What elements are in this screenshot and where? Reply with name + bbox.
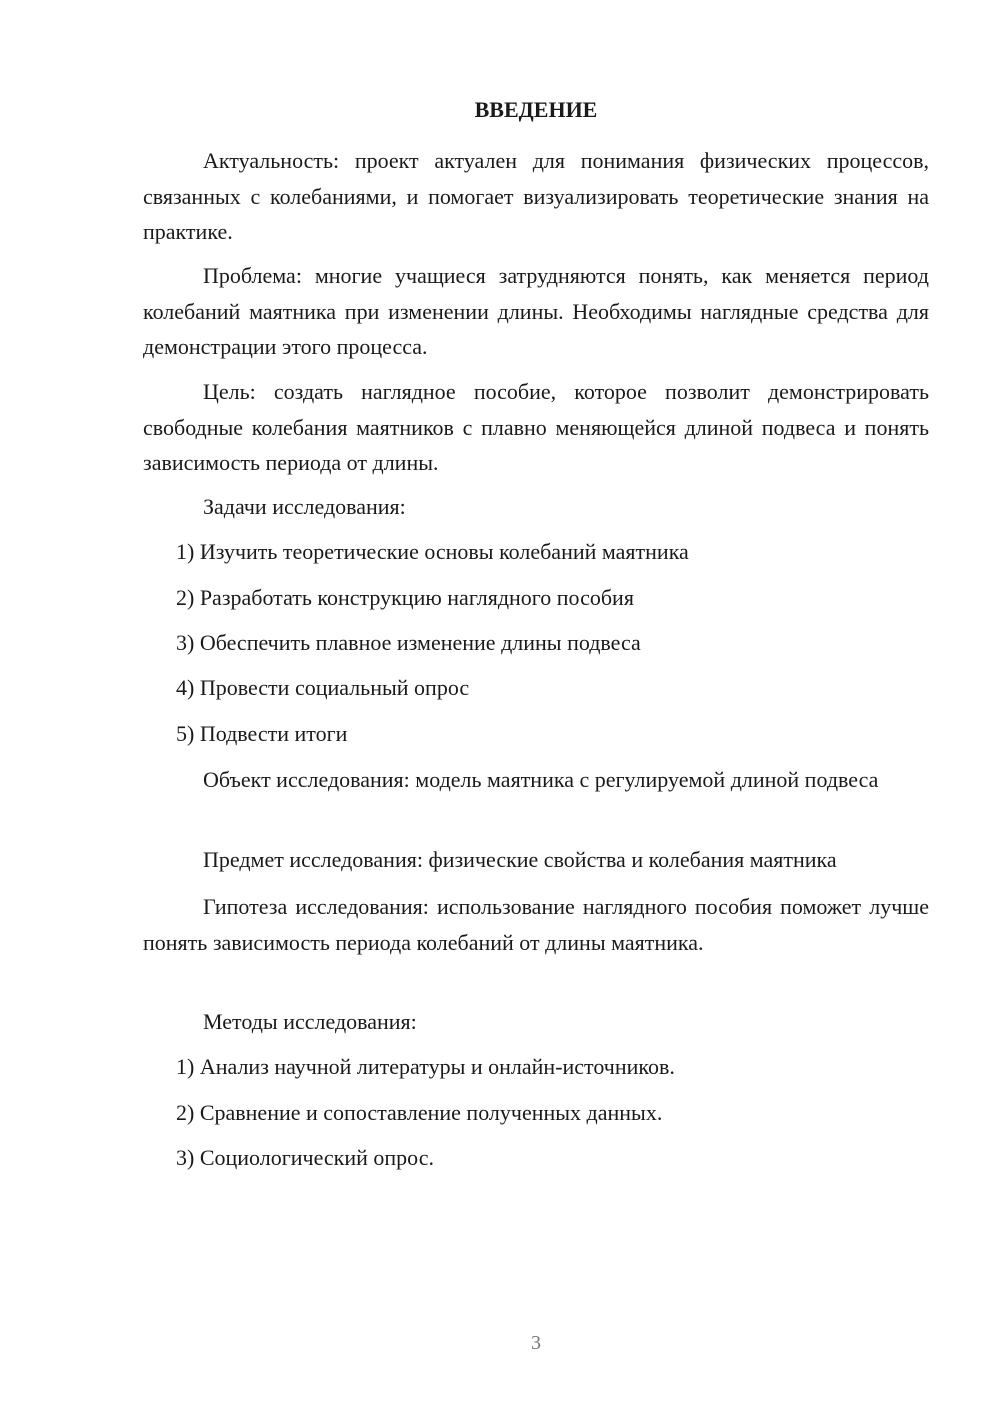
task-item: 2) Разработать конструкцию наглядного пособия — [176, 585, 634, 610]
method-item: 1) Анализ научной литературы и онлайн-источников. — [176, 1054, 675, 1079]
hypothesis-paragraph: Гипотеза исследования: использование наглядного пособия поможет лучше понять зависимость периода колебаний от длины маятника. — [143, 894, 929, 955]
task-item: 5) Подвести итоги — [176, 721, 348, 746]
relevance-paragraph: Актуальность: проект актуален для понимания физических процессов, связанных с колебаниями, и помогает визуализировать теоретические знания на практике. — [143, 148, 929, 244]
goal-paragraph: Цель: создать наглядное пособие, которое позволит демонстрировать свободные колебания маятников с плавно меняющейся длиной подвеса и понять зависимость периода от длины. — [143, 379, 929, 475]
method-item: 3) Социологический опрос. — [176, 1145, 434, 1170]
object-paragraph: Объект исследования: модель маятника с регулируемой длиной подвеса — [203, 767, 879, 792]
subject-paragraph: Предмет исследования: физические свойства и колебания маятника — [203, 847, 837, 872]
problem-paragraph: Проблема: многие учащиеся затрудняются понять, как меняется период колебаний маятника при изменении длины. Необходимы наглядные средства для демонстрации этого процесса. — [143, 263, 929, 359]
methods-label: Методы исследования: — [203, 1009, 417, 1034]
task-item: 3) Обеспечить плавное изменение длины подвеса — [176, 630, 641, 655]
method-item: 2) Сравнение и сопоставление полученных данных. — [176, 1100, 663, 1125]
task-item: 1) Изучить теоретические основы колебаний маятника — [176, 539, 689, 564]
tasks-label: Задачи исследования: — [203, 494, 406, 519]
page-number: 3 — [531, 1332, 541, 1354]
page-title: ВВЕДЕНИЕ — [474, 97, 598, 122]
task-item: 4) Провести социальный опрос — [176, 675, 470, 700]
